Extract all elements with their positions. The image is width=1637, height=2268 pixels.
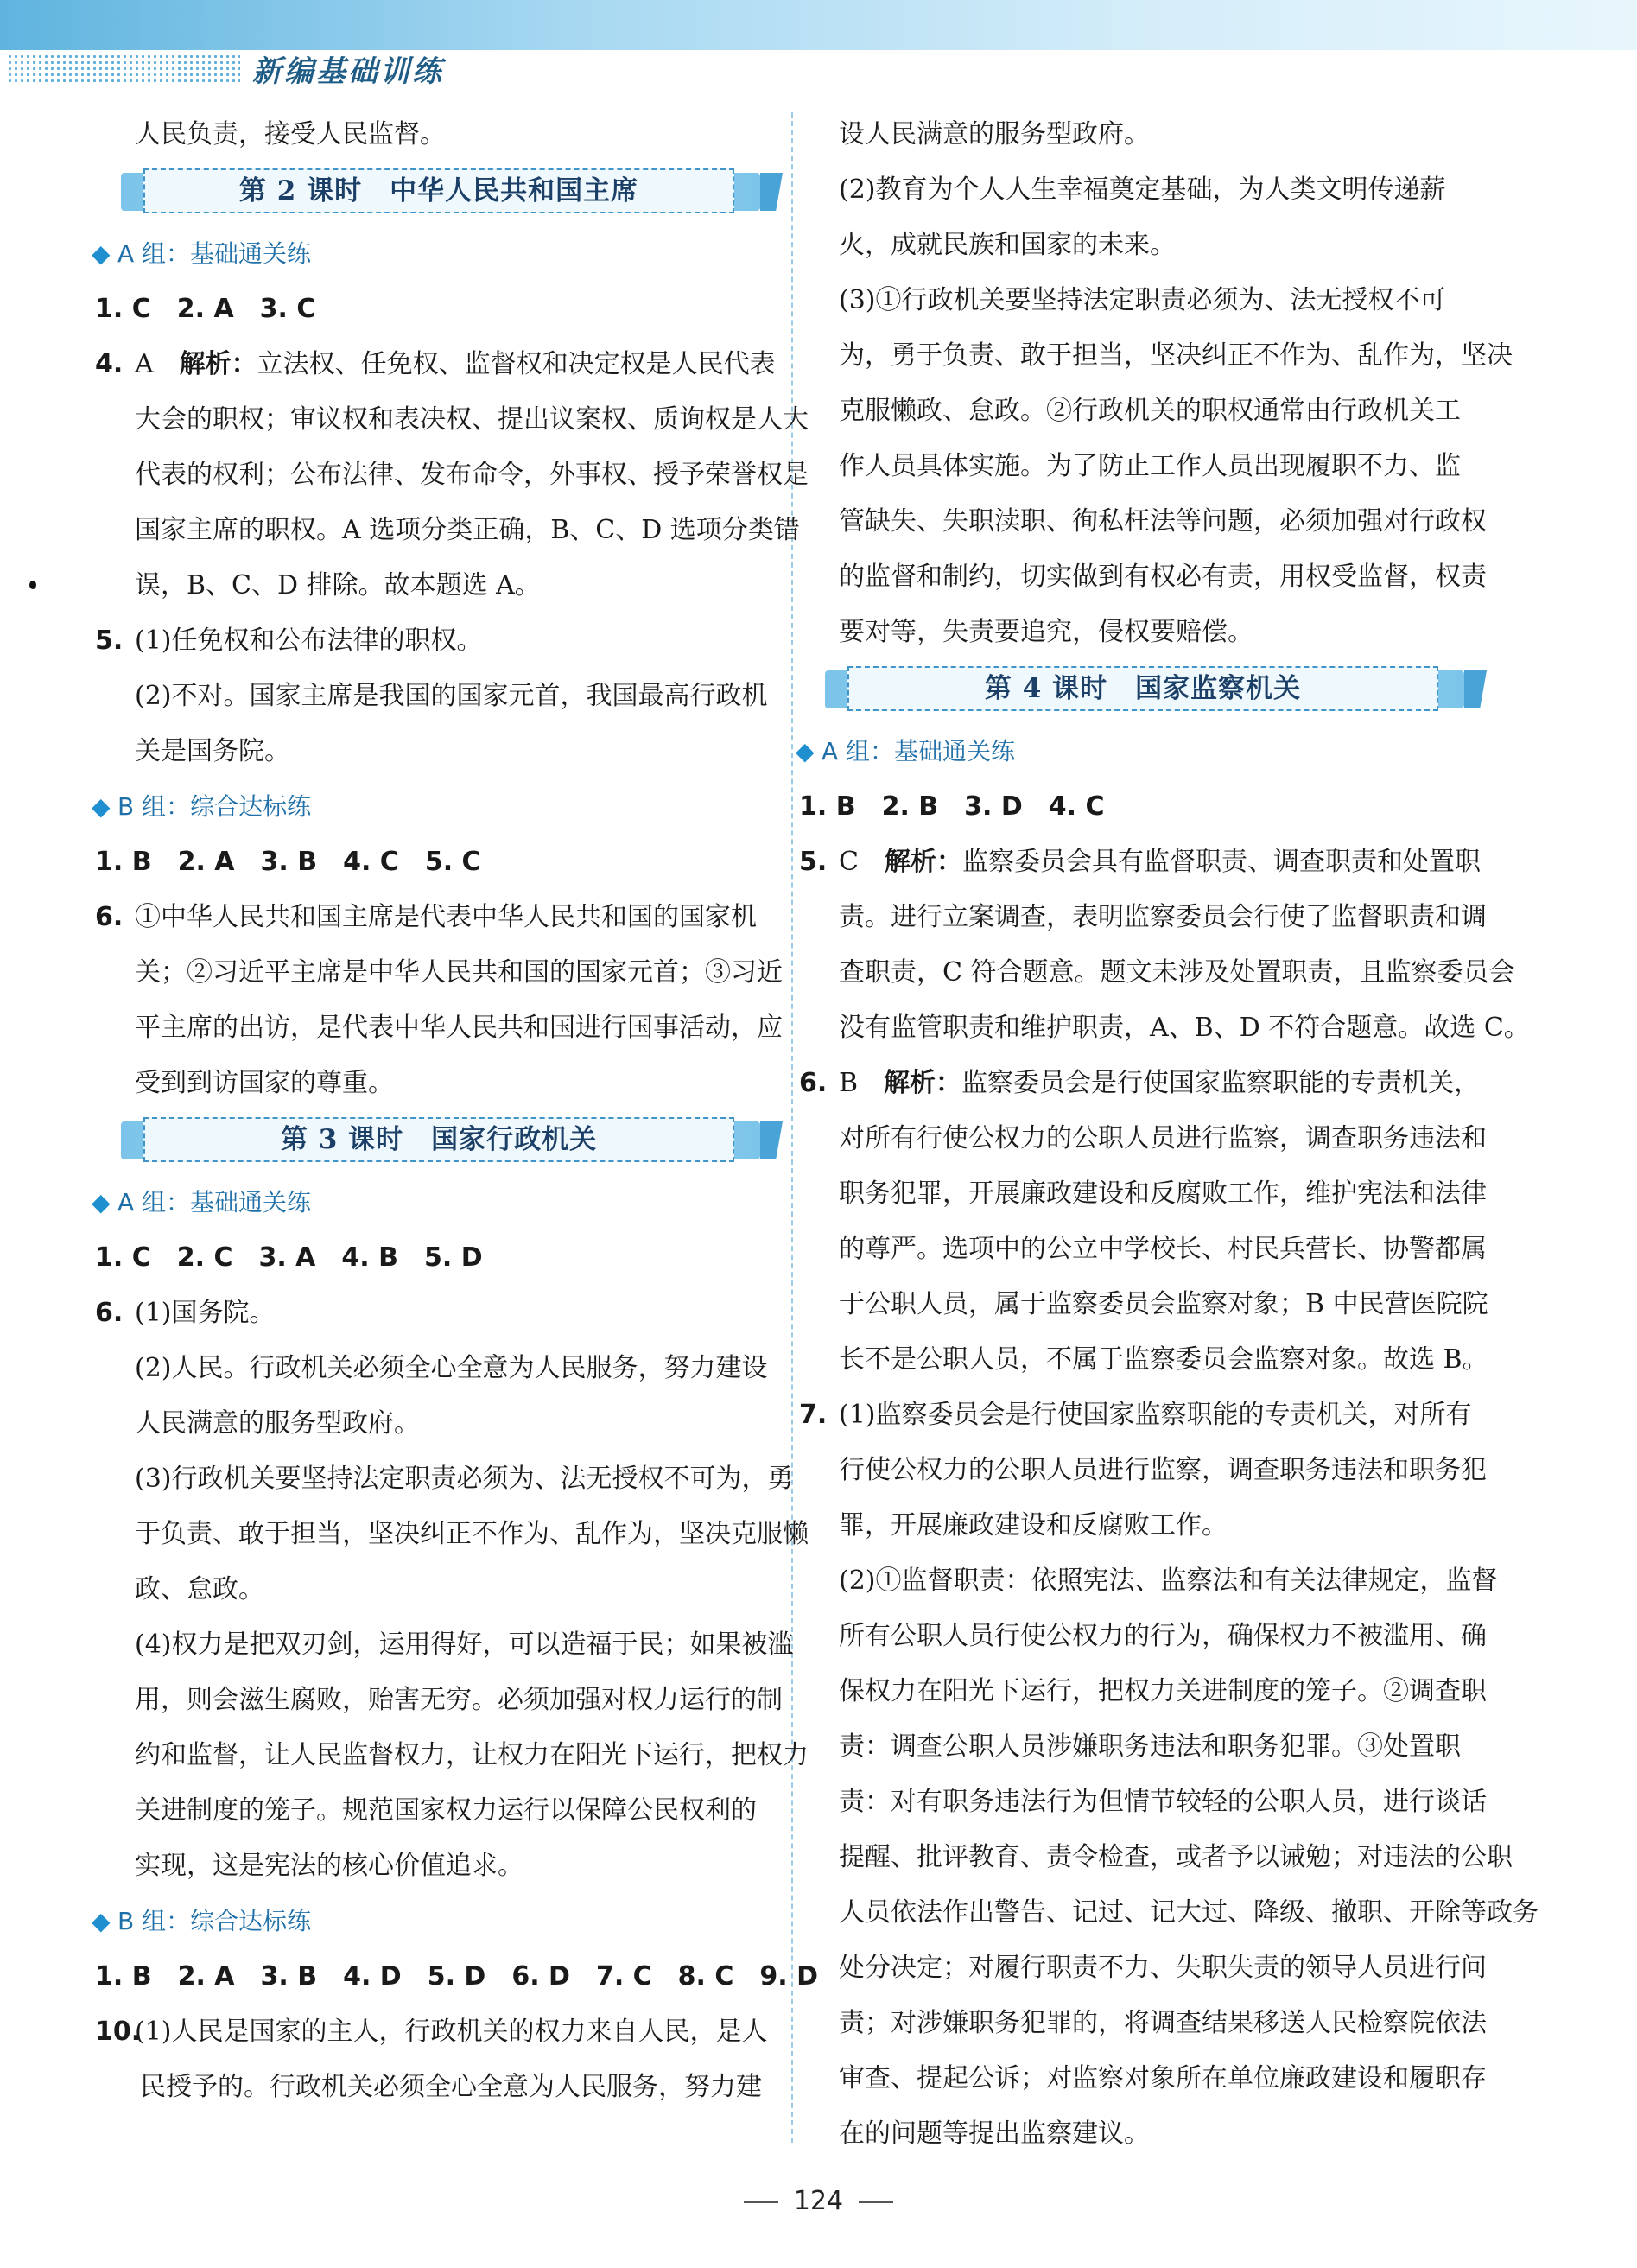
group-a-heading: ◆ A 组：基础通关练 bbox=[92, 1175, 786, 1230]
text-line: (4)权力是把双刃剑，运用得好，可以造福于民；如果被滥 bbox=[135, 1630, 794, 1660]
text-line: 大会的职权；审议权和表决权、提出议案权、质询权是人大 bbox=[135, 404, 809, 435]
group-b-heading: ◆ B 组：综合达标练 bbox=[92, 1894, 786, 1949]
text-line: 误，B、C、D 排除。故本题选 A。 bbox=[135, 570, 541, 600]
text-line: 职务犯罪，开展廉政建设和反腐败工作，维护宪法和法律 bbox=[839, 1178, 1487, 1209]
group-a-heading: ◆ A 组：基础通关练 bbox=[796, 724, 1490, 779]
text-line: 民授予的。行政机关必须全心全意为人民服务，努力建 bbox=[140, 2072, 762, 2102]
header-dot-pattern bbox=[7, 54, 240, 86]
text-line: 关是国务院。 bbox=[135, 736, 290, 766]
text-line: 于负责、敢于担当，坚决纠正不作为、乱作为，坚决克服懒 bbox=[135, 1519, 809, 1549]
text-line: 受到到访国家的尊重。 bbox=[135, 1068, 394, 1098]
text-line: 责：调查公职人员涉嫌职务违法和职务犯罪。③处置职 bbox=[839, 1731, 1461, 1762]
text-line: 所有公职人员行使公权力的行为，确保权力不被滥用、确 bbox=[839, 1621, 1487, 1651]
text-line: 政、怠政。 bbox=[135, 1574, 264, 1604]
answer-7: 7. (1)监察委员会是行使国家监察职能的专责机关，对所有 bbox=[799, 1400, 1472, 1430]
text-line: 对所有行使公权力的公职人员进行监察，调查职务违法和 bbox=[839, 1123, 1487, 1153]
answer-line: 1. C 2. C 3. A 4. B 5. D bbox=[95, 1242, 483, 1273]
answer-6: 6. ①中华人民共和国主席是代表中华人民共和国的国家机 bbox=[95, 902, 757, 932]
text-line: 查职责，C 符合题意。题文未涉及处置职责，且监察委员会 bbox=[839, 957, 1515, 988]
text-line: 平主席的出访，是代表中华人民共和国进行国事活动，应 bbox=[135, 1013, 783, 1043]
text-line: 作人员具体实施。为了防止工作人员出现履职不力、监 bbox=[839, 451, 1461, 481]
group-a-heading: ◆ A 组：基础通关练 bbox=[92, 226, 786, 282]
page-number: 124 bbox=[0, 2186, 1637, 2216]
text-line: (2)人民。行政机关必须全心全意为人民服务，努力建设 bbox=[135, 1353, 768, 1383]
text-line: 在的问题等提出监察建议。 bbox=[839, 2119, 1150, 2149]
section-header-lesson-4 bbox=[825, 664, 1490, 719]
answer-line: 1. B 2. A 3. B 4. D 5. D 6. D 7. C 8. C 9. D bbox=[95, 1961, 819, 1992]
diamond-icon: ◆ bbox=[92, 1907, 111, 1935]
answer-6: 6. (1)国务院。 bbox=[95, 1298, 276, 1328]
group-b-heading: ◆ B 组：综合达标练 bbox=[92, 779, 786, 835]
text-line: 于公职人员，属于监察委员会监察对象；B 中民营医院院 bbox=[839, 1289, 1488, 1319]
diamond-icon: ◆ bbox=[92, 792, 111, 821]
answer-line: 1. B 2. B 3. D 4. C bbox=[799, 791, 1105, 822]
answer-5: 5. C 解析：监察委员会具有监督职责、调查职责和处置职 bbox=[799, 847, 1481, 877]
text-line: 长不是公职人员，不属于监察委员会监察对象。故选 B。 bbox=[839, 1344, 1488, 1375]
text-line: 的监督和制约，切实做到有权必有责，用权受监督，权责 bbox=[839, 562, 1487, 592]
text-line: (3)①行政机关要坚持法定职责必须为、法无授权不可 bbox=[839, 285, 1446, 315]
diamond-icon: ◆ bbox=[92, 239, 111, 268]
header-band bbox=[0, 0, 1637, 50]
margin-dot-mark bbox=[29, 581, 36, 589]
text-line: 提醒、批评教育、责令检查，或者予以诫勉；对违法的公职 bbox=[839, 1842, 1513, 1872]
text-line: (2)教育为个人人生幸福奠定基础，为人类文明传递薪 bbox=[839, 175, 1446, 205]
text-line: 责：对有职务违法行为但情节较轻的公职人员，进行谈话 bbox=[839, 1787, 1487, 1817]
section-title: 第 2 课时 中华人民共和国主席 bbox=[143, 168, 734, 213]
section-header-lesson-3 bbox=[121, 1115, 786, 1170]
answer-line: 1. C 2. A 3. C bbox=[95, 294, 316, 324]
text-line: 的尊严。选项中的公立中学校长、村民兵营长、协警都属 bbox=[839, 1234, 1487, 1264]
text-line: (2)不对。国家主席是我国的国家元首，我国最高行政机 bbox=[135, 681, 768, 711]
left-column bbox=[92, 107, 819, 2115]
text-line: 关；②习近平主席是中华人民共和国的国家元首；③习近 bbox=[135, 957, 783, 988]
section-header-lesson-2 bbox=[121, 166, 786, 221]
text-line: 行使公权力的公职人员进行监察，调查职务违法和职务犯 bbox=[839, 1455, 1487, 1485]
right-column bbox=[796, 107, 1539, 2162]
text-line: 人民负责，接受人民监督。 bbox=[135, 119, 446, 149]
answer-line: 1. B 2. A 3. B 4. C 5. C bbox=[95, 847, 481, 877]
text-line: 处分决定；对履行职责不力、失职失责的领导人员进行问 bbox=[839, 1953, 1487, 1983]
text-line: 国家主席的职权。A 选项分类正确，B、C、D 选项分类错 bbox=[135, 515, 800, 545]
text-line: 克服懒政、怠政。②行政机关的职权通常由行政机关工 bbox=[839, 396, 1461, 426]
text-line: (2)①监督职责：依照宪法、监察法和有关法律规定，监督 bbox=[839, 1566, 1498, 1596]
answer-6: 6. B 解析：监察委员会是行使国家监察职能的专责机关， bbox=[799, 1068, 1481, 1098]
text-line: 管缺失、失职渎职、徇私枉法等问题，必须加强对行政权 bbox=[839, 506, 1487, 537]
text-line: (3)行政机关要坚持法定职责必须为、法无授权不可为，勇 bbox=[135, 1464, 794, 1494]
text-line: 火，成就民族和国家的未来。 bbox=[839, 230, 1176, 260]
answer-5: 5. (1)任免权和公布法律的职权。 bbox=[95, 626, 483, 656]
text-line: 责；对涉嫌职务犯罪的，将调查结果移送人民检察院依法 bbox=[839, 2008, 1487, 2038]
text-line: 关进制度的笼子。规范国家权力运行以保障公民权利的 bbox=[135, 1795, 757, 1826]
text-line: 实现，这是宪法的核心价值追求。 bbox=[135, 1851, 523, 1881]
text-line: 代表的权利；公布法律、发布命令，外事权、授予荣誉权是 bbox=[135, 460, 809, 490]
diamond-icon: ◆ bbox=[92, 1188, 111, 1217]
text-line: 保权力在阳光下运行，把权力关进制度的笼子。②调查职 bbox=[839, 1676, 1487, 1706]
text-line: 人民满意的服务型政府。 bbox=[135, 1408, 420, 1439]
text-line: 责。进行立案调查，表明监察委员会行使了监督职责和调 bbox=[839, 902, 1487, 932]
section-title: 第 3 课时 国家行政机关 bbox=[143, 1117, 734, 1162]
text-line: 为，勇于负责、敢于担当，坚决纠正不作为、乱作为，坚决 bbox=[839, 340, 1513, 371]
text-line: 审查、提起公诉；对监察对象所在单位廉政建设和履职存 bbox=[839, 2063, 1487, 2093]
text-line: 人员依法作出警告、记过、记大过、降级、撤职、开除等政务 bbox=[839, 1897, 1539, 1928]
answer-4: 4. A 解析：立法权、任免权、监督权和决定权是人民代表 bbox=[95, 349, 776, 379]
text-line: 要对等，失责要追究，侵权要赔偿。 bbox=[839, 617, 1253, 647]
text-line: 没有监管职责和维护职责，A、B、D 不符合题意。故选 C。 bbox=[839, 1013, 1530, 1043]
answer-10: 10.(1)人民是国家的主人，行政机关的权力来自人民，是人 bbox=[95, 2017, 768, 2047]
text-line: 用，则会滋生腐败，贻害无穷。必须加强对权力运行的制 bbox=[135, 1685, 783, 1715]
text-line: 设人民满意的服务型政府。 bbox=[839, 119, 1150, 149]
text-line: 约和监督，让人民监督权力，让权力在阳光下运行，把权力 bbox=[135, 1740, 809, 1770]
diamond-icon: ◆ bbox=[796, 737, 815, 766]
book-brand-title: 新编基础训练 bbox=[252, 54, 444, 89]
text-line: 罪，开展廉政建设和反腐败工作。 bbox=[839, 1510, 1228, 1541]
section-title: 第 4 课时 国家监察机关 bbox=[847, 666, 1438, 711]
